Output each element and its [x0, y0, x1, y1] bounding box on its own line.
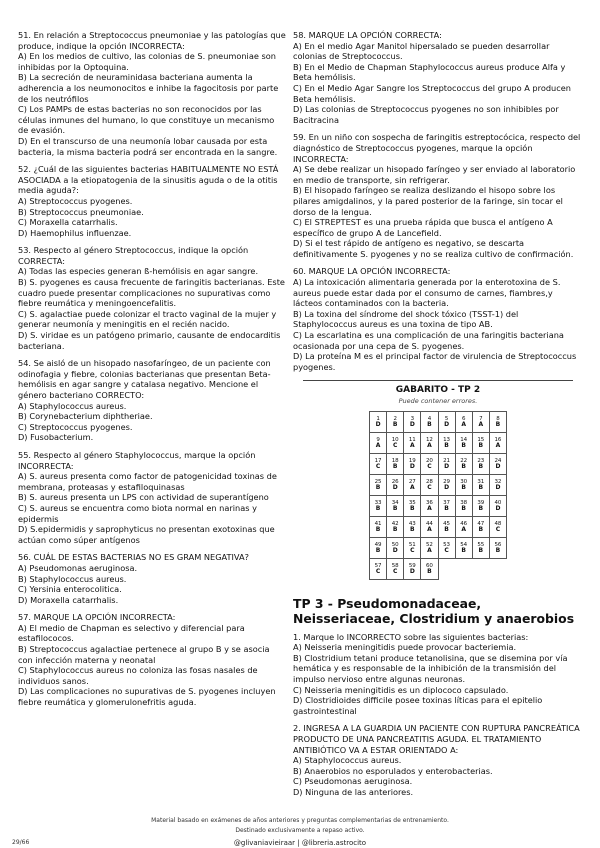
answer-letter: C [427, 483, 432, 491]
gabarito-cell [421, 558, 438, 579]
gabarito-cell [455, 432, 472, 453]
gabarito-cell [370, 537, 387, 558]
answer-letter: B [444, 441, 449, 449]
answer-option: B) En el Medio de Chapman Staphylococcus aureus produce Alfa y Beta hemólisis. [293, 61, 566, 83]
answer-letter: B [427, 420, 432, 428]
question-number: 47 [477, 520, 485, 527]
answer-option: C) En el Medio Agar Sangre los Streptococcus del grupo A producen Beta hemólisis. [293, 82, 571, 104]
question-number: 21 [443, 457, 451, 464]
question-number: 35 [408, 499, 416, 506]
gabarito-cell [387, 453, 404, 474]
right-column [293, 30, 583, 805]
question-number: 58 [391, 562, 399, 569]
gabarito-cell [438, 432, 455, 453]
page-number: 29/66 [12, 839, 30, 846]
right-questions [293, 30, 583, 372]
answer-option: D) La proteína M es el principal factor de virulencia de Streptococcus pyogenes. [293, 351, 577, 372]
answer-letter: D [409, 420, 415, 428]
gabarito-cell [489, 453, 506, 474]
gabarito-cell [472, 516, 489, 537]
question-number: 39 [477, 499, 485, 506]
question-stem: 56. CUÁL DE ESTAS BACTERIAS NO ES GRAM NEGATIVA? [18, 552, 249, 563]
answer-letter: B [392, 525, 398, 533]
question-number: 44 [425, 520, 433, 527]
answer-option: D) Clostridioides difficile posee toxinas líticas para el epitelio gastrointestinal [293, 695, 543, 716]
question-number: 23 [477, 457, 485, 464]
section-title-line-1: TP 3 - Pseudomonadaceae, [293, 595, 482, 611]
gabarito-cell [404, 411, 421, 432]
question-stem: 55. Respecto al género Staphylococcus, marque la opción INCORRECTA: [18, 449, 256, 471]
gabarito-cell [404, 432, 421, 453]
question [18, 358, 286, 443]
gabarito-cell [421, 495, 438, 516]
answer-option: A) Pseudomonas aeruginosa. [18, 562, 138, 573]
answer-letter: B [444, 525, 449, 533]
gabarito-cell [421, 453, 438, 474]
answer-option: D) En el transcurso de una neumonía lobar causada por esta bacteria, la misma bacteria podrá ser encontrada en la sangre. [18, 135, 278, 157]
question-stem: 53. Respecto al género Streptococcus, indique la opción CORRECTA: [18, 245, 249, 266]
question-number: 60 [425, 562, 433, 569]
answer-option: C) Neisseria meningitidis es un diplococo capsulado. [293, 684, 509, 695]
answer-option: A) Se debe realizar un hisopado faríngeo y ser enviado al laboratorio en medio de transporte, sin refrigerar. [293, 164, 576, 185]
gabarito-cell [455, 537, 472, 558]
gabarito-cell [438, 495, 455, 516]
answer-letter: A [427, 525, 432, 533]
answer-option: D) Si el test rápido de antígeno es negativo, se descarta definitivamente S. pyogenes y no se realiza cultivo de confirmación. [293, 238, 574, 259]
answer-letter: B [461, 504, 466, 512]
gabarito-cell [455, 453, 472, 474]
answer-option: B) Anaerobios no esporulados y enterobacterias. [293, 765, 493, 776]
answer-option: A) Staphylococcus aureus. [18, 400, 127, 411]
answer-option: C) Yersinia enterocolitica. [18, 584, 122, 595]
question-number: 27 [408, 478, 416, 485]
question-number: 22 [460, 457, 468, 464]
answer-letter: A [427, 546, 432, 554]
gabarito-table [369, 411, 507, 580]
answer-option: A) La intoxicación alimentaria generada por la enterotoxina de S. aureus puede estar dada por el consumo de carnes, fiambres,y lácteos contaminados con la bacteria. [293, 277, 561, 309]
gabarito-row [370, 411, 507, 432]
question-number: 50 [391, 541, 399, 548]
question-number: 53 [443, 541, 451, 548]
question-number: 9 [376, 436, 380, 443]
question-number: 36 [425, 499, 433, 506]
gabarito-cell [489, 537, 506, 558]
gabarito-cell [489, 474, 506, 495]
question-number: 38 [460, 499, 468, 506]
question [18, 164, 286, 238]
answer-letter: B [495, 546, 501, 554]
question-number: 28 [425, 478, 433, 485]
gabarito-cell [472, 495, 489, 516]
question-number: 11 [408, 436, 416, 443]
answer-option: C) Staphylococcus aureus no coloniza las fosas nasales de individuos sanos. [18, 665, 258, 686]
gabarito-row [370, 432, 507, 453]
question-stem: 59. En un niño con sospecha de faringitis estreptocócica, respecto del diagnóstico de Streptococcus pyogenes, marque la opción INCORRECTA: [293, 132, 581, 164]
question-stem: 60. MARQUE LA OPCIÓN INCORRECTA: [293, 266, 451, 277]
answer-letter: B [478, 483, 484, 491]
question-number: 25 [374, 478, 382, 485]
answer-option: B) La toxina del síndrome del shock tóxico (TSST-1) del Staphylococcus aureus es una toxina de tipo AB. [293, 308, 519, 330]
gabarito-cell [472, 537, 489, 558]
question-number: 48 [494, 520, 502, 527]
answer-letter: B [478, 525, 484, 533]
answer-option: A) Staphylococcus aureus. [293, 755, 402, 766]
answer-letter: B [375, 546, 381, 554]
section-title-line-2: Neisseriaceae, Clostridium y anaerobios [293, 610, 575, 626]
divider [303, 380, 573, 381]
gabarito-cell [421, 411, 438, 432]
gabarito-row [370, 453, 507, 474]
question-number: 57 [374, 562, 382, 569]
gabarito-cell [455, 474, 472, 495]
gabarito-cell [370, 411, 387, 432]
gabarito-cell [370, 474, 387, 495]
question-number: 52 [425, 541, 433, 548]
question-number: 17 [374, 457, 382, 464]
answer-option: C) S. aureus se encuentra como biota normal en narinas y epidermis [18, 502, 257, 524]
question [18, 552, 286, 605]
gabarito-row [370, 516, 507, 537]
question-number: 30 [460, 478, 468, 485]
gabarito-cell [387, 474, 404, 495]
answer-option: A) El medio de Chapman es selectivo y diferencial para estafilococos. [18, 622, 245, 644]
question-number: 37 [443, 499, 451, 506]
gabarito-row [370, 558, 507, 579]
answer-letter: A [375, 441, 381, 449]
answer-option: C) S. agalactiae puede colonizar el tracto vaginal de la mujer y generar neumonía y meningitis en el recién nacido. [18, 308, 277, 330]
question-number: 40 [494, 499, 502, 506]
answer-letter: C [495, 525, 501, 533]
gabarito-cell [387, 558, 404, 579]
gabarito-cell [421, 537, 438, 558]
gabarito-cell [421, 474, 438, 495]
answer-letter: D [495, 462, 501, 470]
answer-letter: C [444, 546, 449, 554]
gabarito-cell [438, 474, 455, 495]
gabarito-cell [489, 432, 506, 453]
answer-option: A) Neisseria meningitidis puede provocar bacteriemia. [293, 642, 517, 653]
question [18, 30, 286, 157]
question-number: 56 [494, 541, 502, 548]
question-number: 12 [425, 436, 433, 443]
answer-letter: D [409, 462, 415, 470]
gabarito-cell [455, 495, 472, 516]
answer-letter: B [375, 483, 381, 491]
gabarito-cell [455, 516, 472, 537]
section-title [293, 596, 583, 626]
answer-letter: A [409, 441, 415, 449]
answer-letter: B [478, 462, 484, 470]
gabarito-cell [438, 411, 455, 432]
answer-letter: B [392, 420, 398, 428]
question-stem: 57. MARQUE LA OPCIÓN INCORRECTA: [18, 612, 176, 623]
question [18, 245, 286, 351]
answer-letter: A [495, 441, 501, 449]
gabarito-cell [404, 558, 421, 579]
gabarito-cell [438, 516, 455, 537]
footer-note-2: Destinado exclusivamente a repaso activo. [235, 827, 365, 834]
answer-option: C) Los PAMPs de estas bacterias no son reconocidos por las células inmunes del humano, lo que constituye un mecanismo de evasión. [18, 104, 275, 136]
gabarito-row [370, 537, 507, 558]
answer-letter: B [392, 504, 398, 512]
gabarito-row [370, 495, 507, 516]
answer-letter: D [495, 483, 501, 491]
answer-option: C) Streptococcus pyogenes. [18, 421, 133, 432]
question-stem: 2. INGRESA A LA GUARDIA UN PACIENTE CON RUPTURA PANCREÁTICA PRODUCTO DE UNA PANCREATITIS AGUDA. EL TRATAMIENTO ANTIBIÓTICO VA A ESTAR ORIENTADO A: [293, 723, 580, 755]
answer-option: D) Haemophilus influenzae. [18, 227, 132, 238]
answer-letter: B [461, 441, 466, 449]
question-number: 14 [460, 436, 468, 443]
answer-option: B) Clostridium tetani produce tetanolisina, que se disemina por vía hemática y es responsable de la inhibición de la transmisión del impulso nervioso entre algunas neuronas. [293, 652, 568, 684]
answer-option: A) En los medios de cultivo, las colonias de S. pneumoniae son inhibidas por la Optoquina. [18, 51, 276, 72]
gabarito-cell [370, 495, 387, 516]
answer-letter: B [392, 462, 398, 470]
social-handles: @glivaniavieiraar | @libreria.astrocito [233, 839, 367, 847]
question-number: 5 [444, 415, 449, 422]
question-number: 20 [425, 457, 433, 464]
gabarito-cell [438, 537, 455, 558]
question-number: 18 [391, 457, 399, 464]
gabarito-cell [421, 432, 438, 453]
empty-cell [455, 558, 472, 579]
gabarito-cell [370, 453, 387, 474]
gabarito-cell [472, 453, 489, 474]
question [293, 723, 583, 797]
gabarito-cell [455, 411, 472, 432]
answer-option: A) S. aureus presenta como factor de patogenicidad toxinas de membrana, proteasas y estafiloquinasas [18, 471, 277, 492]
answer-letter: B [478, 504, 484, 512]
answer-letter: D [409, 567, 415, 575]
answer-letter: B [410, 525, 415, 533]
gabarito-cell [404, 516, 421, 537]
answer-option: B) Streptococcus pneumoniae. [18, 206, 144, 217]
question-number: 24 [494, 457, 502, 464]
answer-letter: A [427, 441, 432, 449]
question-number: 2 [393, 415, 397, 422]
gabarito-row [370, 474, 507, 495]
answer-letter: A [461, 420, 467, 428]
answer-letter: B [410, 504, 415, 512]
answer-letter: B [375, 525, 381, 533]
answer-option: D) Las colonias de Streptococcus pyogenes no son inhibibles por Bacitracina [293, 104, 559, 125]
empty-cell [489, 558, 506, 579]
question-number: 34 [391, 499, 399, 506]
gabarito-cell [387, 495, 404, 516]
question-number: 6 [461, 415, 466, 422]
answer-option: B) Corynebacterium diphtheriae. [18, 411, 153, 422]
answer-letter: D [375, 420, 381, 428]
answer-letter: C [375, 462, 381, 470]
answer-option: B) S. aureus presenta un LPS con actividad de superantígeno [18, 492, 269, 503]
footer-note: Material basado en exámenes de años anteriores y preguntas complementarias de entrenamiento. [151, 817, 449, 824]
answer-option: C) La escarlatina es una complicación de una faringitis bacteriana ocasionada por una cepa de S. pyogenes. [293, 330, 564, 351]
question [18, 612, 286, 707]
left-column [18, 30, 286, 715]
gabarito-cell [370, 558, 387, 579]
question-number: 31 [477, 478, 485, 485]
question-number: 3 [410, 415, 415, 422]
answer-letter: D [495, 504, 501, 512]
answer-letter: C [410, 546, 415, 554]
question [293, 132, 583, 259]
answer-letter: D [444, 420, 450, 428]
question-number: 8 [496, 415, 500, 422]
answer-letter: D [392, 483, 398, 491]
gabarito-cell [370, 432, 387, 453]
empty-cell [438, 558, 455, 579]
answer-option: B) Streptococcus agalactiae pertenece al grupo B y se asocia con infección materna y neonatal [18, 644, 270, 665]
answer-option: D) S. viridae es un patógeno primario, causante de endocarditis bacteriana. [18, 330, 281, 351]
answer-option: D) Moraxella catarrhalis. [18, 594, 119, 605]
gabarito-cell [370, 516, 387, 537]
answer-letter: B [478, 546, 484, 554]
question-number: 26 [391, 478, 399, 485]
question-number: 55 [477, 541, 485, 548]
answer-letter: A [478, 420, 484, 428]
question-number: 15 [477, 436, 485, 443]
answer-option: A) Streptococcus pyogenes. [18, 195, 133, 206]
question-number: 49 [374, 541, 382, 548]
answer-letter: C [375, 567, 381, 575]
question-stem: 52. ¿Cuál de las siguientes bacterias HABITUALMENTE NO ESTÁ ASOCIADA a la etiopatogenia de la sinusitis aguda o de la otitis media aguda?: [18, 164, 279, 196]
gabarito-cell [472, 474, 489, 495]
gabarito-cell [489, 495, 506, 516]
answer-option: B) Staphylococcus aureus. [18, 573, 127, 584]
answer-letter: D [392, 546, 398, 554]
question-number: 7 [479, 415, 483, 422]
question-number: 4 [427, 415, 432, 422]
gabarito-cell [472, 432, 489, 453]
answer-letter: B [375, 504, 381, 512]
answer-option: D) Fusobacterium. [18, 432, 94, 443]
answer-option: C) Pseudomonas aeruginosa. [293, 776, 413, 787]
answer-option: C) Moraxella catarrhalis. [18, 217, 118, 228]
question-number: 43 [408, 520, 416, 527]
gabarito-subtitle: Puede contener errores. [398, 397, 478, 405]
answer-letter: C [392, 567, 398, 575]
gabarito-cell [387, 411, 404, 432]
question-number: 51 [408, 541, 416, 548]
answer-option: A) En el medio Agar Manitol hipersalado se pueden desarrollar colonias de Streptococcus. [293, 40, 550, 62]
question-stem: 58. MARQUE LA OPCIÓN CORRECTA: [293, 30, 442, 40]
gabarito-cell [472, 411, 489, 432]
empty-cell [472, 558, 489, 579]
answer-letter: B [495, 420, 501, 428]
question [293, 266, 583, 372]
question-number: 29 [443, 478, 451, 485]
answer-letter: A [427, 504, 432, 512]
question [18, 450, 286, 545]
answer-letter: C [427, 462, 432, 470]
gabarito-cell [438, 453, 455, 474]
gabarito-cell [489, 516, 506, 537]
question-stem: 54. Se aisló de un hisopado nasofaríngeo, de un paciente con odinofagia y fiebre, colonias bacterianas que presentan Beta-hemólisis en agar sangre y catalasa negativo. Mencione el género bacteriano CORRECTO: [18, 358, 271, 400]
question-number: 32 [494, 478, 502, 485]
answer-letter: C [392, 441, 398, 449]
question-number: 42 [391, 520, 399, 527]
answer-letter: B [461, 546, 466, 554]
answer-option: D) S.epidermidis y saprophyticus no presentan exotoxinas que actúan como súper antígenos [18, 524, 275, 545]
gabarito-cell [387, 516, 404, 537]
gabarito-cell [421, 516, 438, 537]
gabarito-cell [404, 495, 421, 516]
question-stem: 51. En relación a Streptococcus pneumoniae y las patologías que produce, indique la opción INCORRECTA: [18, 30, 286, 51]
question-number: 59 [408, 562, 416, 569]
answer-option: A) Todas las especies generan ß-hemólisis en agar sangre. [18, 266, 259, 277]
question-number: 33 [374, 499, 382, 506]
question-number: 41 [374, 520, 382, 527]
gabarito-cell [404, 537, 421, 558]
gabarito-cell [387, 537, 404, 558]
answer-letter: B [461, 483, 466, 491]
question-number: 10 [391, 436, 399, 443]
gabarito-title: GABARITO - TP 2 [395, 385, 481, 396]
question-number: 16 [494, 436, 502, 443]
answer-option: B) El hisopado faríngeo se realiza deslizando el hisopo sobre los pilares amigdalinos, y la pared posterior de la faringe, sin tocar el dorso de la lengua. [293, 185, 563, 217]
answer-letter: B [478, 441, 484, 449]
answer-option: D) Ninguna de las anteriores. [293, 786, 414, 797]
question-number: 1 [376, 415, 380, 422]
question-number: 19 [408, 457, 416, 464]
answer-option: B) S. pyogenes es causa frecuente de faringitis bacterianas. Este cuadro puede presentar complicaciones no supurativas como fiebre reumática y meningoencefalitis. [18, 277, 285, 309]
tp3-questions [293, 632, 583, 798]
answer-letter: D [444, 483, 450, 491]
question [293, 30, 583, 125]
gabarito-cell [387, 432, 404, 453]
answer-option: C) El STREPTEST es una prueba rápida que busca el antígeno A específico de grupo A de Lancefield. [293, 217, 553, 238]
answer-option: B) La secreción de neuraminidasa bacteriana aumenta la adherencia a los neumonocitos e inhibe la fagocitosis por parte de los neutrófilos [18, 72, 279, 104]
question-number: 54 [460, 541, 468, 548]
answer-letter: A [461, 525, 467, 533]
answer-option: D) Las complicaciones no supurativas de S. pyogenes incluyen fiebre reumática y glomerulonefritis aguda. [18, 686, 276, 708]
question [293, 632, 583, 717]
answer-letter: A [409, 483, 415, 491]
answer-letter: B [427, 567, 432, 575]
gabarito-cell [404, 474, 421, 495]
question-stem: 1. Marque lo INCORRECTO sobre las siguientes bacterias: [293, 631, 529, 642]
question-number: 46 [460, 520, 468, 527]
answer-letter: D [444, 462, 450, 470]
question-number: 13 [443, 436, 451, 443]
answer-letter: B [461, 462, 466, 470]
gabarito-cell [404, 453, 421, 474]
answer-letter: B [444, 504, 449, 512]
gabarito-cell [489, 411, 506, 432]
question-number: 45 [443, 520, 451, 527]
